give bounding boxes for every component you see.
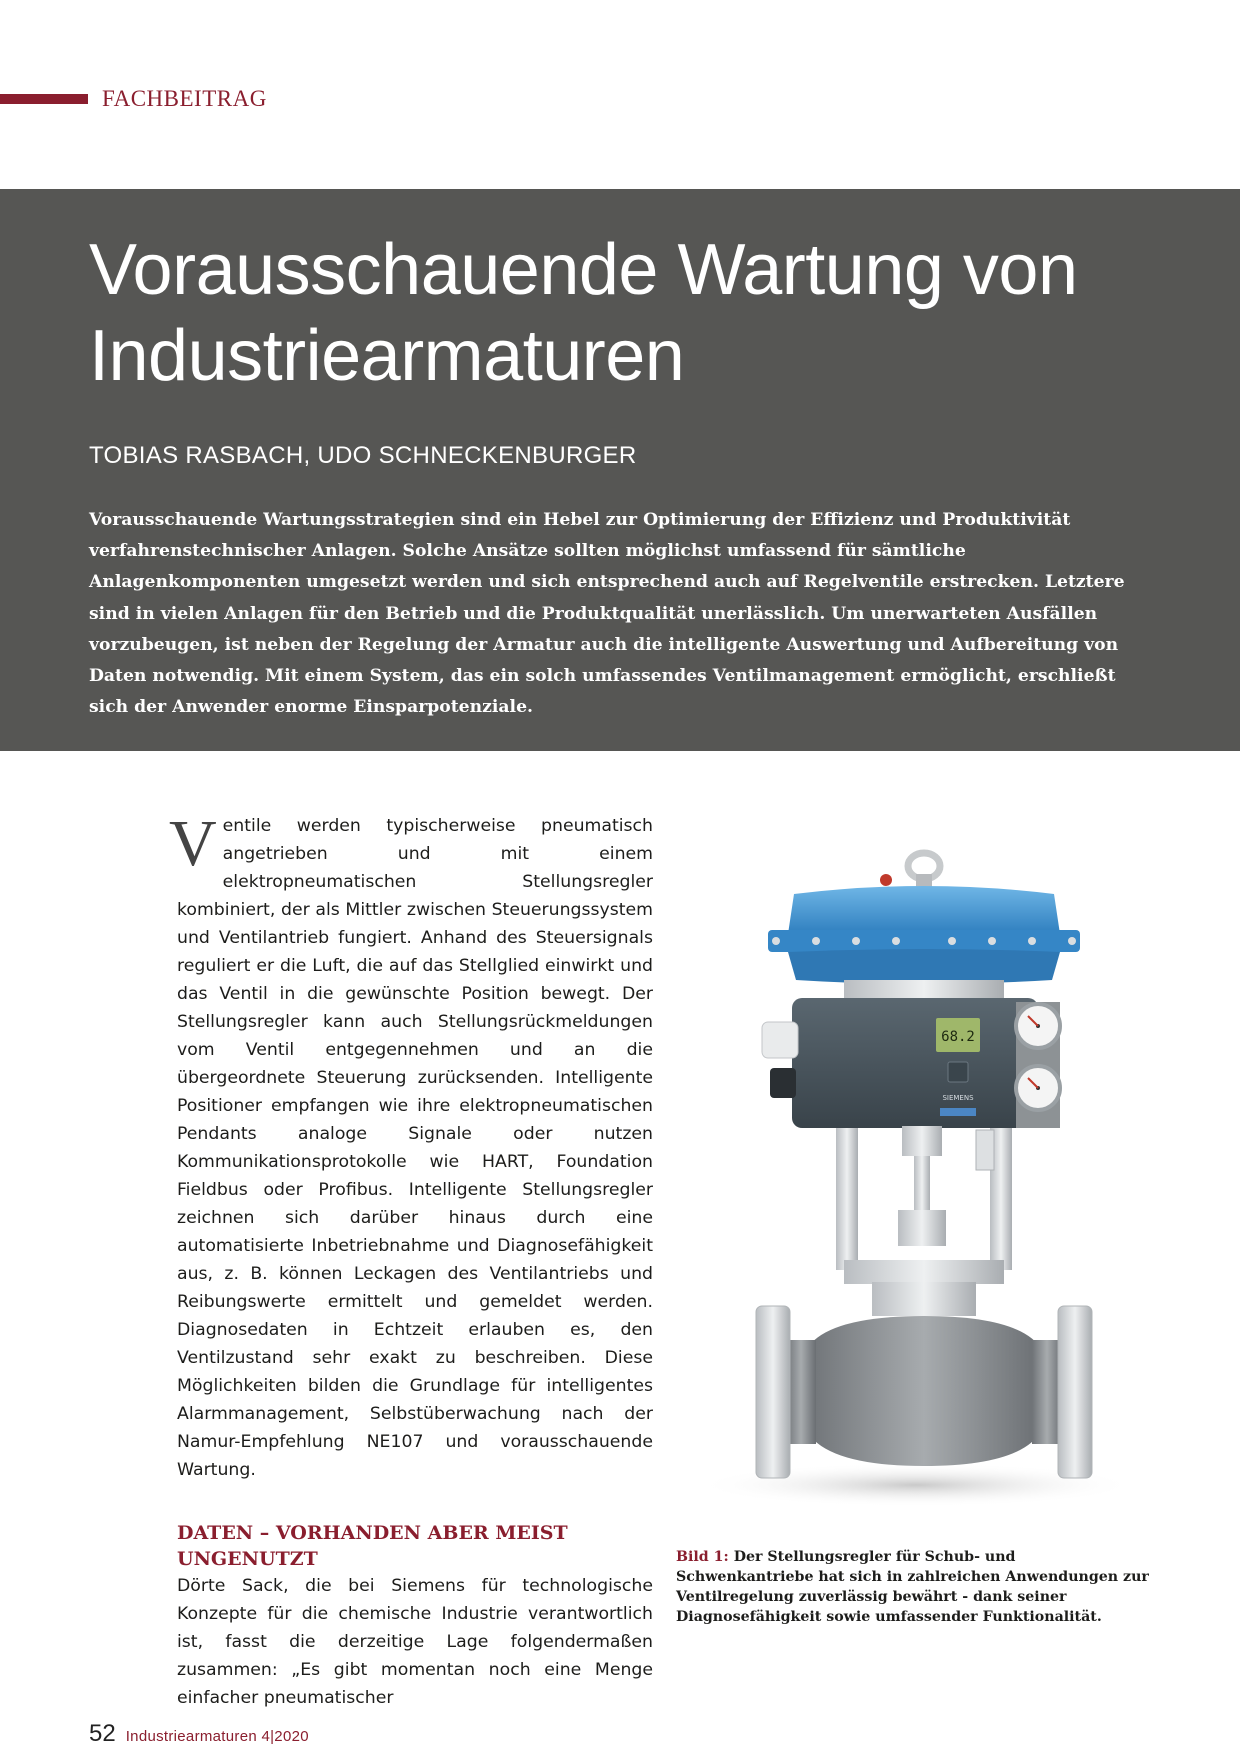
title-line-2: Industriearmaturen	[89, 316, 685, 396]
lcd-value: 68.2	[941, 1029, 975, 1045]
drop-cap: V	[169, 807, 217, 880]
positioner-housing	[762, 998, 1038, 1128]
pressure-gauges	[1016, 1002, 1060, 1128]
figure-caption	[676, 1547, 1156, 1627]
section-tag	[0, 84, 267, 114]
caption-text: Der Stellungsregler für Schub- und Schwenkantriebe hat sich in zahlreichen Anwendungen zur Ventilregelung zuverlässig bewährt - dank seiner Diagnosefähigkeit sowie umfassender Funktionalität.	[676, 1549, 1149, 1625]
caption-label: Bild 1:	[676, 1549, 729, 1565]
body-paragraph-1	[169, 807, 653, 1484]
page-footer	[89, 1720, 309, 1748]
article-body	[169, 807, 653, 1712]
publication-name: Industriearmaturen 4|2020	[125, 1728, 309, 1745]
paragraph-1-text: entile werden typischerweise pneumatisch angetrieben und mit einem elektropneumatischen Stellungsregler kombiniert, der als Mittler zwischen Steuerungssystem und Ventilantrieb fungiert. Anhand des Steuersignals reguliert er die Luft, die auf das Stellglied einwirkt und das Ventil in die gewünschte Position bewegt. Der Stellungsregler kann auch Stellungsrückmeldungen vom Ventil entgegennehmen und an die übergeordnete Steuerung zurücksenden. Intelligente Positioner empfangen wie ihre elektropneumatischen Pendants analoge Signale oder nutzen Kommunikationsprotokolle wie HART, Foundation Fieldbus oder Profibus. Intelligente Stellungsregler zeichnen sich darüber hinaus durch eine automatisierte Inbetriebnahme und Diagnosefähigkeit aus, z. B. können Leckagen des Ventilantriebs und Reibungswerte ermittelt und gemeldet werden. Diagnosedaten in Echtzeit erlauben es, den Ventilzustand sehr exakt zu beschreiben. Diese Möglichkeiten bilden die Grundlage für intelligentes Alarmmanagement, Selbstüberwachung nach der Namur-Empfehlung NE107 und vorausschauende Wartung.	[177, 816, 653, 1480]
title-line-1: Vorausschauende Wartung von	[89, 230, 1078, 310]
article-lead: Vorausschauende Wartungsstrategien sind ein Hebel zur Optimierung der Effizienz und Produktivität verfahrenstechnischer Anlagen. Solche Ansätze sollten möglichst umfassend für sämtliche Anlagenkomponenten umgesetzt werden und sich entsprechend auch auf Regelventile erstrecken. Letztere sind in vielen Anlagen für den Betrieb und die Produktqualität unerlässlich. Um unerwarteten Ausfällen vorzubeugen, ist neben der Regelung der Armatur auch die intelligente Auswertung und Aufbereitung von Daten notwendig. Mit einem System, das ein solch umfassendes Ventilmanagement ermöglicht, erschließt sich der Anwender enorme Einsparpotenziale.	[89, 510, 1125, 718]
lifting-eye	[880, 853, 940, 888]
bonnet	[844, 1260, 1004, 1316]
valve-body	[786, 1316, 1062, 1466]
article-header	[0, 189, 1240, 751]
diaphragm-actuator	[768, 886, 1080, 984]
article-authors: TOBIAS RASBACH, UDO SCHNECKENBURGER	[89, 442, 637, 469]
control-valve-illustration	[676, 830, 1152, 1510]
section-label: FACHBEITRAG	[102, 86, 267, 111]
article-title	[89, 227, 1209, 399]
device-brand-label: SIEMENS	[942, 1094, 974, 1102]
section-subheading: DATEN – VORHANDEN ABER MEIST UNGENUTZT	[177, 1522, 568, 1570]
section-accent-bar	[0, 94, 88, 104]
valve-stem-coupling	[898, 1126, 994, 1246]
page-number: 52	[89, 1720, 116, 1747]
body-paragraph-2: Dörte Sack, die bei Siemens für technologische Konzepte für die chemische Industrie verantwortlich ist, fasst die derzeitige Lage folgendermaßen zusammen: „Es gibt momentan noch eine Menge einfacher pneumatischer	[177, 1576, 653, 1708]
valve-figure	[676, 830, 1152, 1510]
